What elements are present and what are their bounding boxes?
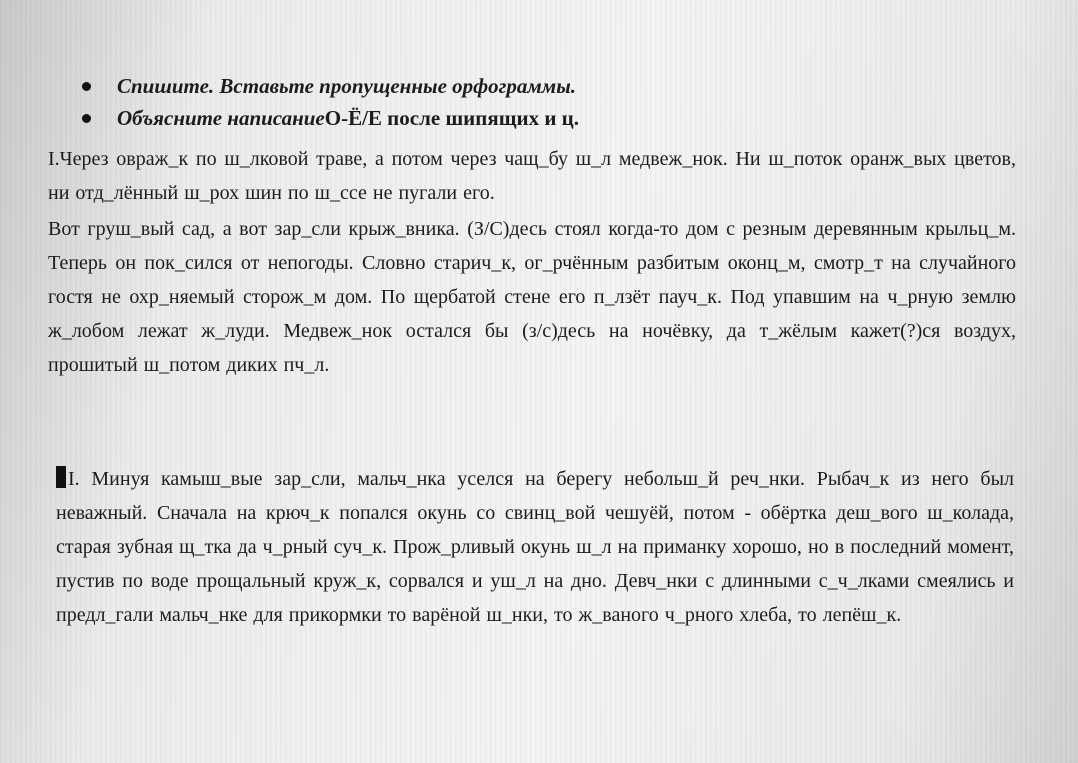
instruction-text: Спишите. Вставьте пропущенные орфограммы. [117, 74, 577, 98]
exercise-paragraph-1: I.Через овраж_к по ш_лковой траве, а потом через чащ_бу ш_л медвеж_нок. Ни ш_поток оранж_вых цветов, ни отд_лённый ш_рох шин по ш_ссе не пугали его. [48, 148, 1016, 204]
text-cursor-icon [56, 466, 66, 488]
bullet-icon [82, 114, 91, 123]
instruction-text-bold: О-Ё/Е после шипящих и ц. [324, 106, 580, 130]
instruction-item [78, 70, 1018, 102]
instruction-list [78, 70, 1018, 134]
instruction-item [78, 102, 1018, 134]
bullet-icon [82, 82, 91, 91]
exercise-paragraph-2: Вот груш_вый сад, а вот зар_сли крыж_вника. (З/С)десь стоял когда-то дом с резным деревянным крыльц_м. Теперь он пок_сился от непогоды. Словно старич_к, ог_рчённым разбитым оконц_м, смотр_т на случайного гостя не охр_няемый сторож_м дом. По щербатой стене его п_лзёт пауч_к. Под упавшим на ч_рную землю ж_лобом лежат ж_луди. Медвеж_нок остался бы (з/с)десь на ночёвку, да т_жёлым кажет(?)ся воздух, прошитый ш_потом диких пч_л. [48, 218, 1016, 376]
instruction-text: Объясните написание [117, 106, 325, 130]
exercise-paragraph-3-text: I. Минуя камыш_вые зар_сли, мальч_нка уселся на берегу небольш_й реч_нки. Рыбач_к из него был неважный. Сначала на крюч_к попался окунь со свинц_вой чешуёй, потом - обёртка деш_вого ш_колада, старая зубная щ_тка да ч_рный суч_к. Прож_рливый окунь ш_л на приманку хорошо, но в последний момент, пустив по воде прощальный круж_к, сорвался и уш_л на дно. Девч_нки с длинными с_ч_лками смеялись и предл_гали мальч_нке для прикормки то варёной ш_нки, то ж_ваного ч_рного хлеба, то лепёш_к. [56, 468, 1014, 626]
exercise-paragraph-3 [56, 462, 1014, 632]
